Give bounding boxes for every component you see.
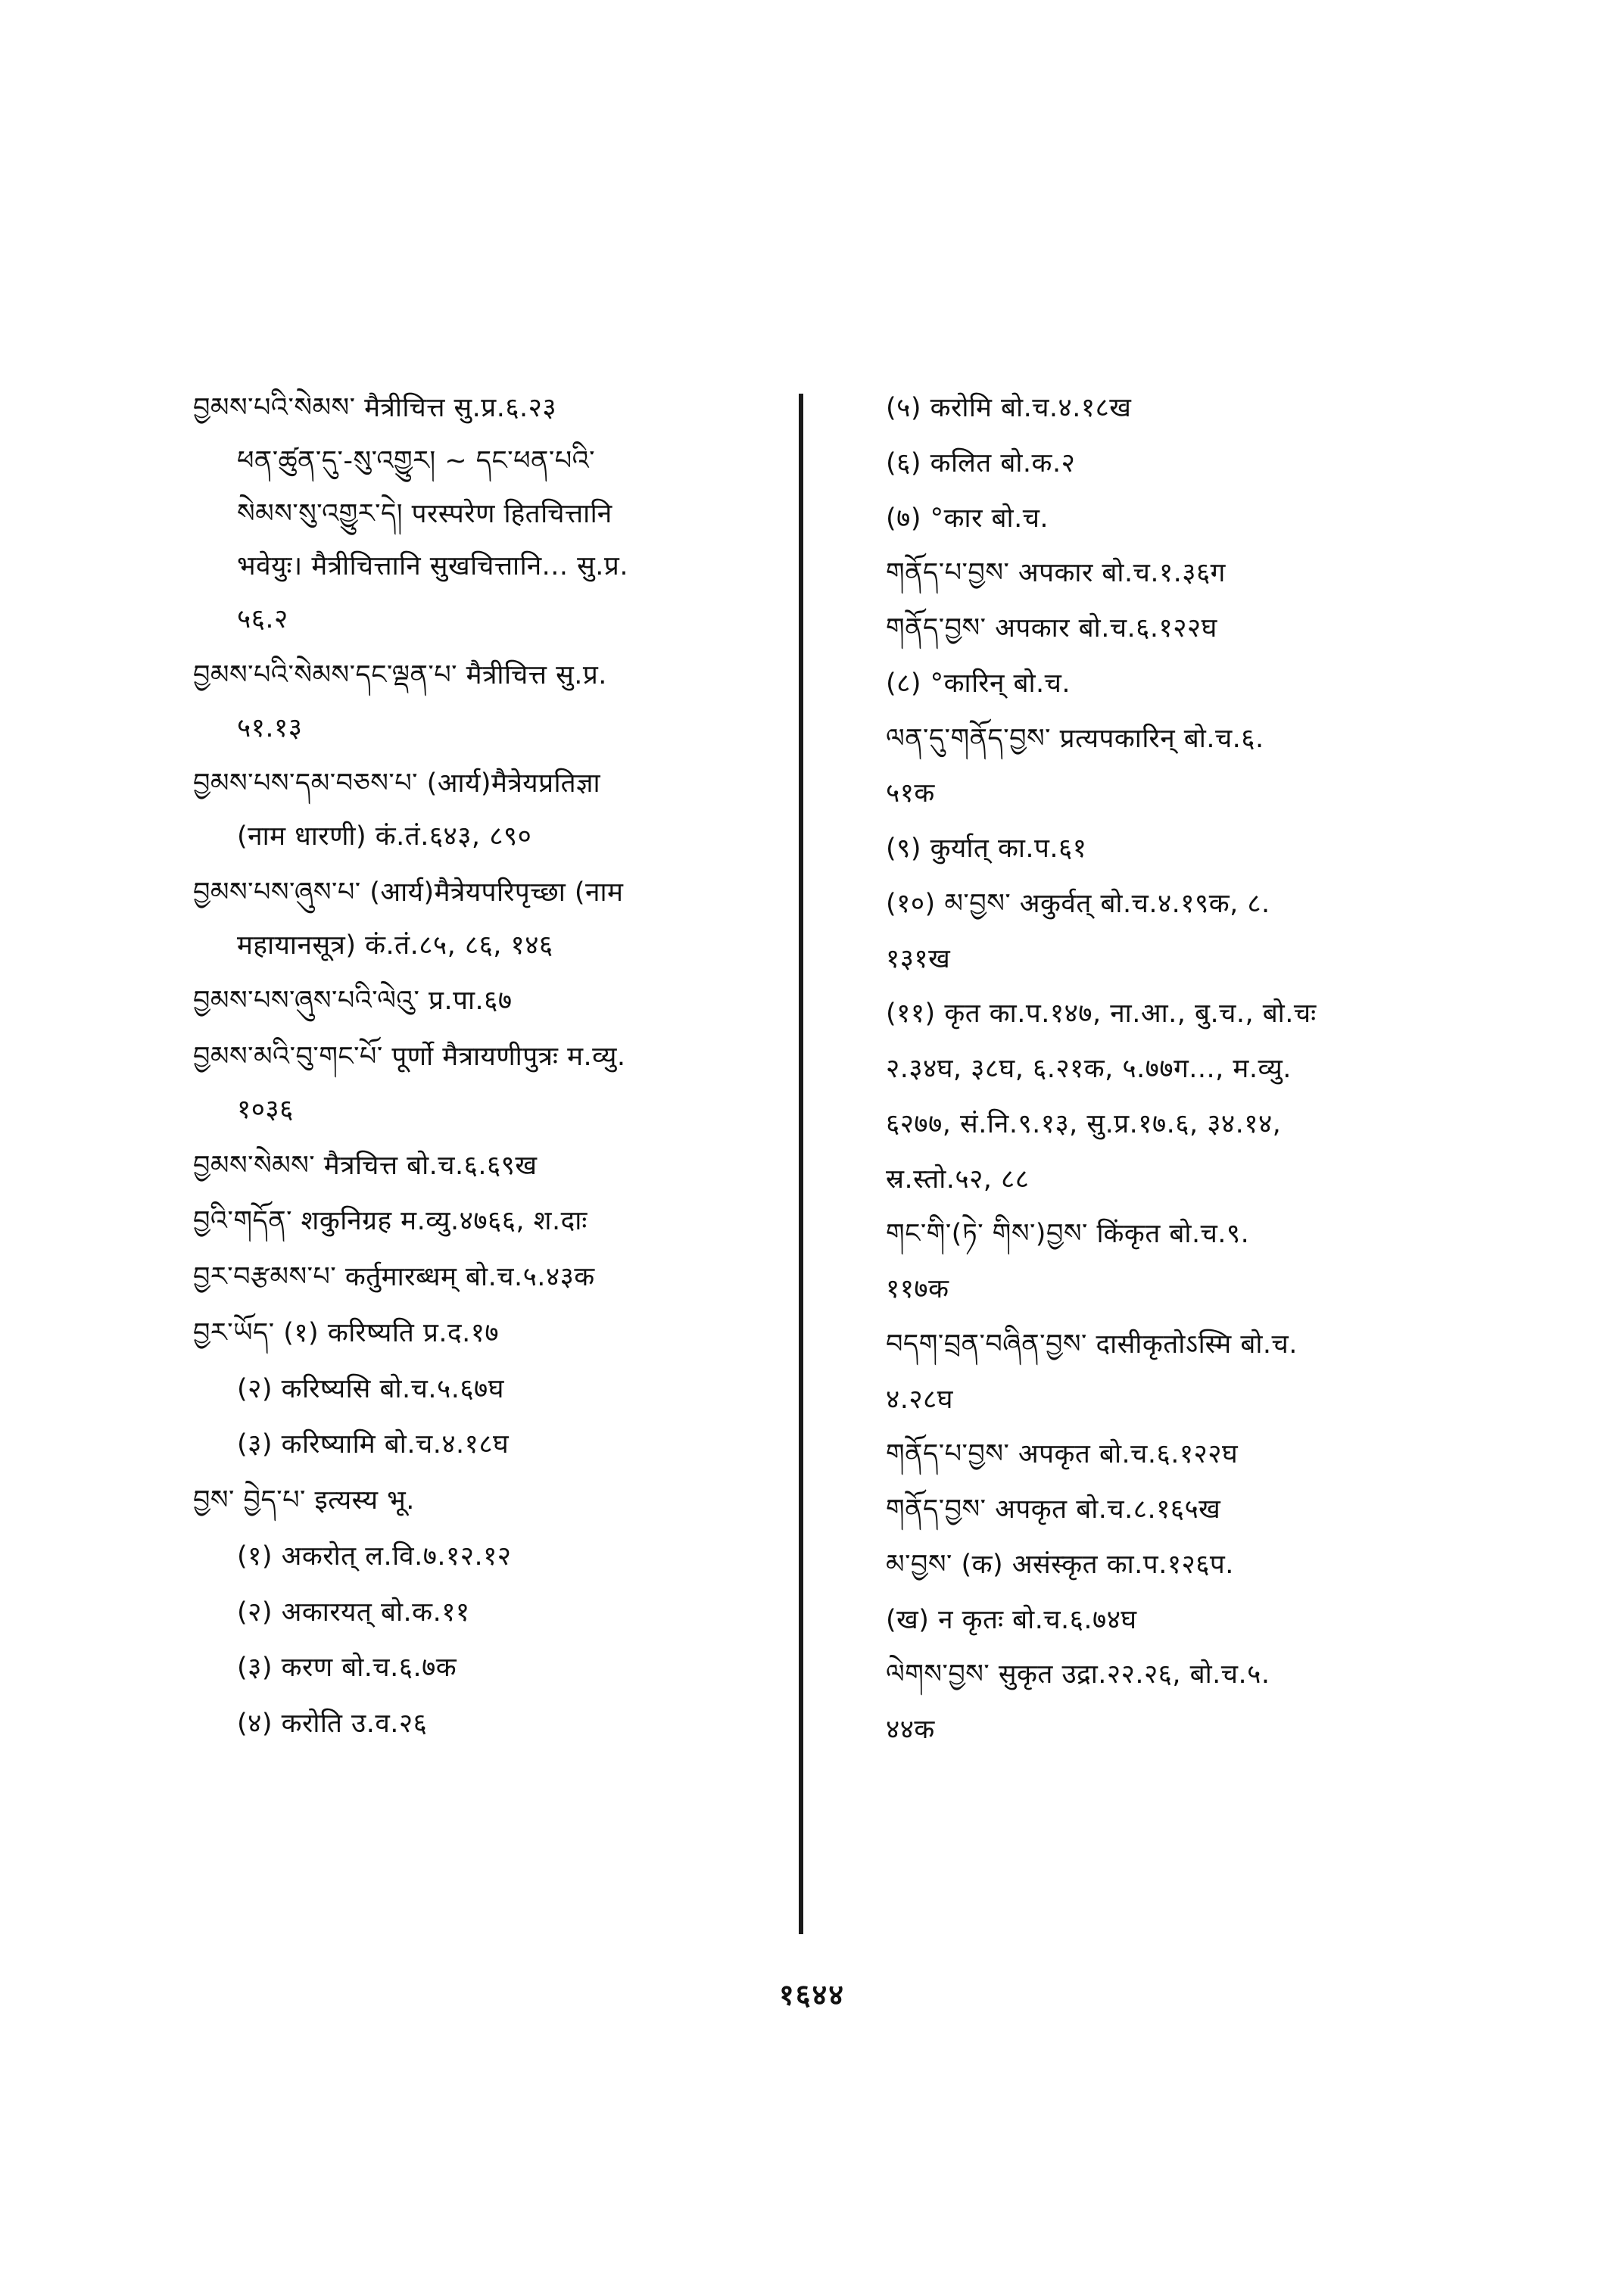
entry-sense-line: (८) °कारिन् बो.च. <box>886 668 1071 699</box>
entry-sense-line: (२) करिष्यसि बो.च.५.६७घ <box>237 1373 504 1404</box>
entry-headword-line: ལེགས་བྱས་ सुकृत उद्रा.२२.२६, बो.च.५. <box>886 1659 1270 1690</box>
column-divider <box>799 394 803 1934</box>
entry-continuation-line: (नाम धारणी) कं.तं.६४३, ८९० <box>237 821 532 852</box>
entry-sense-line: (७) °कार बो.च. <box>886 503 1049 534</box>
entry-headword-line: བྱམས་སེམས་ मैत्रचित्त बो.च.६.६९ख <box>193 1150 538 1181</box>
entry-headword-line: བྱམས་པའི་སེམས་ मैत्रीचित्त सु.प्र.६.२३ <box>193 393 557 423</box>
entry-sense-line: (२) अकारयत् बो.क.११ <box>237 1597 470 1628</box>
entry-continuation-line: ५१क <box>886 778 935 809</box>
entry-sense-line: (४) करोति उ.व.२६ <box>237 1709 428 1739</box>
entry-continuation-line: ११७क <box>886 1274 949 1304</box>
entry-headword-line: གནོད་བྱས་ अपकार बो.च.६.१२२घ <box>886 613 1217 643</box>
entry-continuation-line: १०३६ <box>237 1094 294 1125</box>
entry-continuation-line: ६२७७, सं.नि.९.१३, सु.प्र.१७.६, ३४.१४, <box>886 1108 1282 1139</box>
entry-headword-line: བདག་བྲན་བཞིན་བྱས་ दासीकृतोऽस्मि बो.च. <box>886 1329 1298 1360</box>
entry-continuation-line: སེམས་སུ་འགྱུར་དེ། परस्परेण हितचित्तानि <box>237 498 613 529</box>
entry-headword-line: བྱམས་པས་ཞུས་པའི་ལེའུ་ प्र.पा.६७ <box>193 986 513 1017</box>
entry-continuation-line: १३१ख <box>886 943 951 974</box>
entry-continuation-line: ५१.१३ <box>237 712 303 743</box>
entry-sense-line: (३) करिष्यामि बो.च.४.१८घ <box>237 1429 510 1460</box>
entry-continuation-line: ४.२८घ <box>886 1384 953 1415</box>
left-column <box>193 392 799 1741</box>
entry-headword-line: གནོད་པ་བྱས་ अपकार बो.च.१.३६ग <box>886 558 1226 589</box>
entry-headword-line: བྱམས་མའི་བུ་གང་པོ་ पूर्णो मैत्रायणीपुत्रः म.व्यु. <box>193 1042 626 1072</box>
entry-headword-line: གནོད་པ་བྱས་ अपकृत बो.च.६.१२२घ <box>886 1439 1239 1470</box>
entry-headword-line: བྱས་ བྱེད་པ་ इत्यस्य भू. <box>193 1485 415 1516</box>
entry-continuation-line: ४४क <box>886 1715 935 1745</box>
entry-continuation-line: २.३४घ, ३८घ, ६.२१क, ५.७७ग..., म.व्यु. <box>886 1054 1292 1084</box>
entry-headword-line: བྱའི་གདོན་ शकुनिग्रह म.व्यु.४७६६, श.दाः <box>193 1206 588 1237</box>
entry-headword-line: མ་བྱས་ (क) असंस्कृत का.प.१२६प. <box>886 1549 1234 1580</box>
entry-sense-line: (१) अकरोत् ल.वि.७.१२.१२ <box>237 1541 512 1572</box>
entry-sense-line: (३) करण बो.च.६.७क <box>237 1653 457 1684</box>
entry-continuation-line: भवेयुः। मैत्रीचित्तानि सुखचित्तानि... सु.प्र. <box>237 551 628 582</box>
entry-continuation-line: महायानसूत्र) कं.तं.८५, ८६, १४६ <box>237 930 553 961</box>
entry-sense-line: (१०) མ་བྱས་ अकुर्वत् बो.च.४.१९क, ८. <box>886 888 1270 919</box>
entry-continuation-line: स्र.स्तो.५२, ८८ <box>886 1164 1030 1195</box>
entry-headword-line: གནོད་བྱས་ अपकृत बो.च.८.१६५ख <box>886 1494 1221 1525</box>
entry-headword-line: བྱམས་པས་ཞུས་པ་ (आर्य)मैत्रेयपरिपृच्छा (नाम <box>193 877 624 908</box>
entry-headword-line: བྱར་ཡོད་ (१) करिष्यति प्र.द.१७ <box>193 1317 500 1348</box>
entry-sense-line: (९) कुर्यात् का.प.६१ <box>886 833 1087 864</box>
entry-headword-line: གང་གི་(ཏེ་ གིས་)བྱས་ किंकृत बो.च.९. <box>886 1219 1250 1250</box>
entry-headword-line: ལན་དུ་གནོད་བྱས་ प्रत्यपकारिन् बो.च.६. <box>886 723 1264 754</box>
entry-sense-line: (५) करोमि बो.च.४.१८ख <box>886 393 1132 423</box>
right-column <box>886 392 1461 1747</box>
entry-sense-line: (ख) न कृतः बो.च.६.७४घ <box>886 1604 1137 1635</box>
page-number: १६४४ <box>778 1978 846 2011</box>
entry-sense-line: (६) कलित बो.क.२ <box>886 447 1076 478</box>
entry-continuation-line: ཕན་ཚུན་དུ་-སུ་འགྱུར། ~ དང་ཕན་པའི་ <box>237 445 596 476</box>
entry-headword-line: བྱམས་པས་དམ་བཅས་པ་ (आर्य)मैत्रेयप्रतिज्ञा <box>193 768 601 799</box>
entry-continuation-line: ५६.२ <box>237 604 288 634</box>
entry-sense-line: (११) कृत का.प.१४७, ना.आ., बु.च., बो.चः <box>886 999 1317 1030</box>
entry-headword-line: བྱམས་པའི་སེམས་དང་ལྡན་པ་ मैत्रीचित्त सु.प्र. <box>193 659 607 690</box>
entry-headword-line: བྱར་བརྩམས་པ་ कर्तुमारब्धम् बो.च.५.४३क <box>193 1262 595 1292</box>
